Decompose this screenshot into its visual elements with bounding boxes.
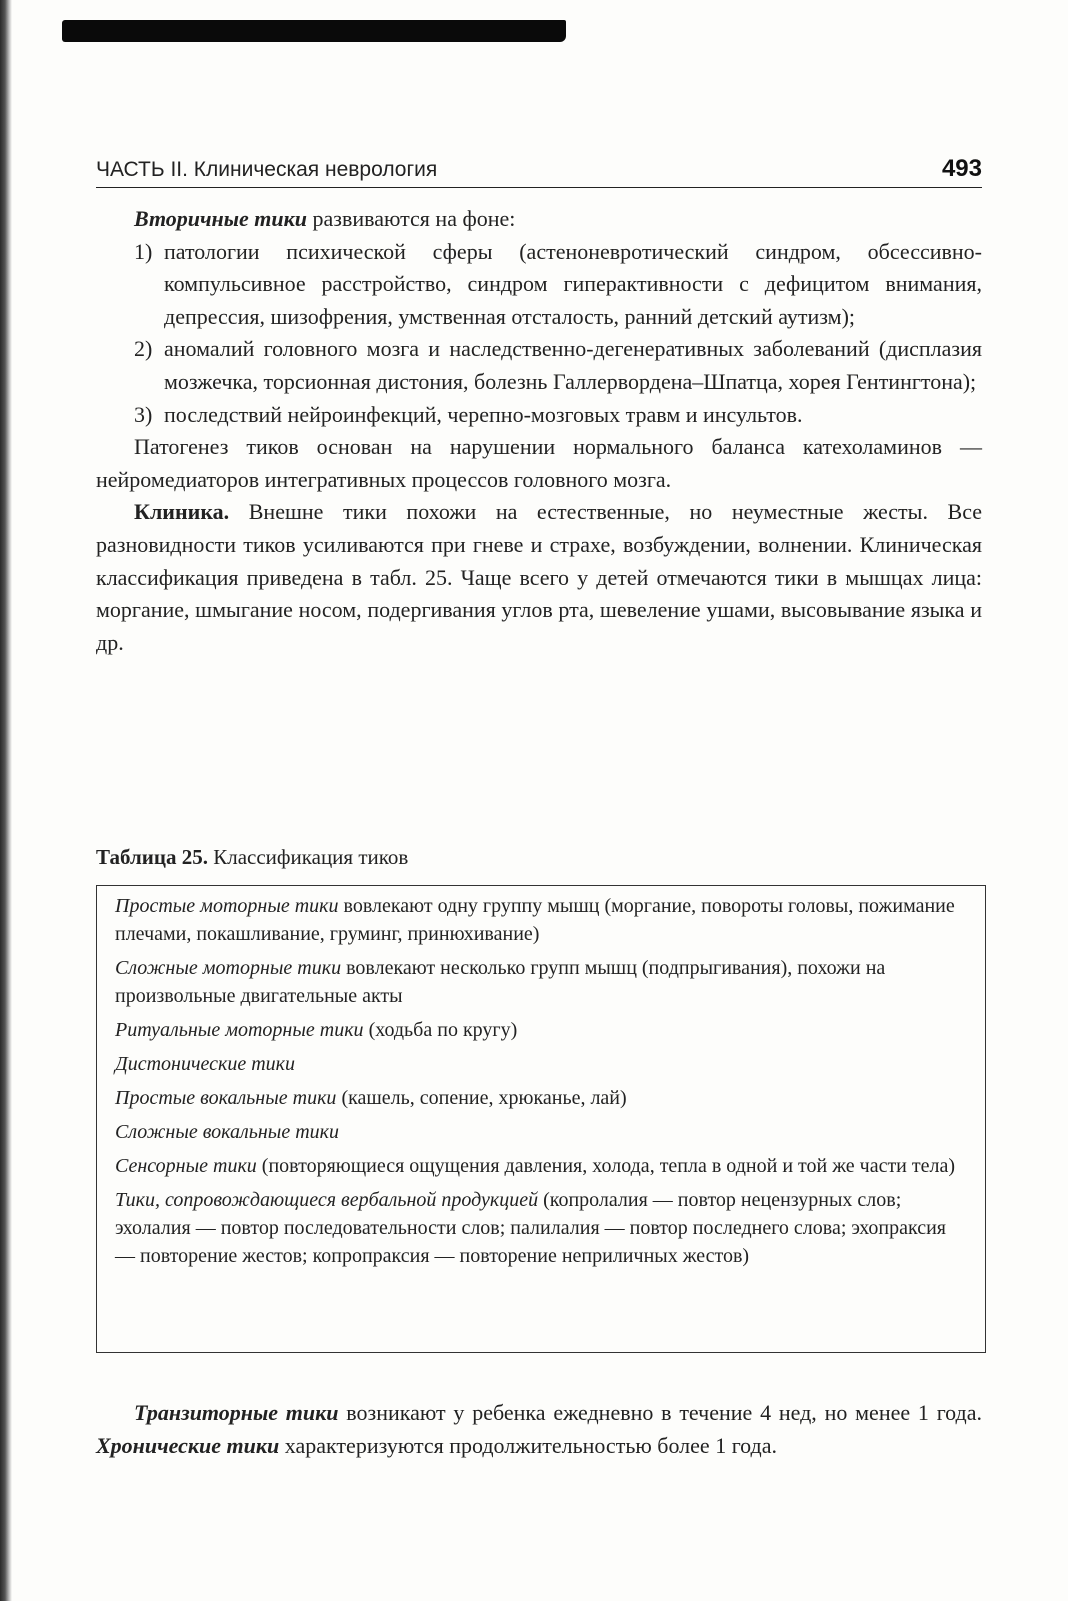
secondary-tics-intro <box>96 203 982 236</box>
intro-rest: развиваются на фоне: <box>307 206 516 231</box>
table-row <box>115 1050 967 1078</box>
list-text: последствий нейроинфекций, черепно-мозговых травм и инсультов. <box>164 401 803 427</box>
closing-paragraph <box>96 1397 982 1462</box>
row-term: Ритуальные моторные тики <box>115 1019 364 1041</box>
table-caption-text: Классификация тиков <box>207 845 409 869</box>
row-term: Сложные вокальные тики <box>115 1121 339 1143</box>
term-chronic-tics: Хронические тики <box>96 1432 280 1458</box>
table-row <box>115 1084 967 1112</box>
list-item <box>96 399 982 432</box>
closing-text-1: возникают у ребенка ежедневно в течение 4 нед, но менее 1 года. <box>338 1400 982 1425</box>
row-text: (ходьба по кругу) <box>363 1019 518 1041</box>
row-text: вовлекают несколько групп мышц (подпрыгивания), похожи на произвольные двигательные акты <box>115 957 886 1007</box>
table-row <box>115 1152 967 1180</box>
row-text: (кашель, сопение, хрюканье, лай) <box>336 1087 627 1109</box>
list-number: 2) <box>134 336 153 362</box>
pathogenesis-paragraph: Патогенез тиков основан на нарушении нормального баланса катехоламинов — нейромедиаторов интегративных процессов головного мозга. <box>96 434 982 492</box>
page-header <box>96 155 982 188</box>
term-clinic: Клиника. <box>134 499 230 525</box>
table-caption-label: Таблица 25. <box>96 845 208 869</box>
list-text: аномалий головного мозга и наследственно-дегенеративных заболеваний (дисплазия мозжечка, торсионная дистония, болезнь Галлервордена–Шпатца, хорея Гентингтона); <box>164 336 982 394</box>
running-title: ЧАСТЬ II. Клиническая неврология <box>96 158 438 181</box>
row-term: Сложные моторные тики <box>115 957 342 979</box>
row-term: Простые вокальные тики <box>115 1087 337 1109</box>
list-item <box>96 333 982 398</box>
clinic-paragraph <box>96 496 982 659</box>
term-secondary-tics: Вторичные тики <box>134 206 308 231</box>
row-term: Тики, сопровождающиеся вербальной продукцией <box>115 1189 539 1211</box>
list-text: патологии психической сферы (астеноневротический синдром, обсессивно-компульсивное расстройство, синдром гиперактивности с дефицитом внимания, депрессия, шизофрения, умственная отсталость, ранний детский аутизм); <box>164 238 982 329</box>
closing-text <box>96 1397 982 1462</box>
row-text: вовлекают одну группу мышц (моргание, повороты головы, пожимание плечами, покашливание, груминг, принюхивание) <box>115 895 955 945</box>
classification-table <box>96 885 986 1353</box>
table-row <box>115 954 967 1010</box>
table-caption <box>96 845 408 870</box>
redaction-bar <box>62 20 566 42</box>
table-row <box>115 1186 967 1270</box>
page-number: 493 <box>941 155 982 182</box>
table-row <box>115 1016 967 1044</box>
list-number: 3) <box>134 401 153 427</box>
row-term: Сенсорные тики <box>115 1155 257 1177</box>
main-text <box>96 203 982 659</box>
causes-list <box>96 236 982 432</box>
table-row <box>115 892 967 948</box>
row-text: (повторяющиеся ощущения давления, холода, тепла в одной и той же части тела) <box>256 1155 956 1177</box>
term-transient-tics: Транзиторные тики <box>134 1400 339 1425</box>
clinic-text: Внешне тики похожи на естественные, но неуместные жесты. Все разновидности тиков усиливаются при гневе и страхе, возбуждении, волнении. Клиническая классификация приведена в табл. 25. Чаще всего у детей отмечаются тики в мышцах лица: моргание, шмыгание носом, подергивания углов рта, шевеление ушами, высовывание языка и др. <box>96 499 982 655</box>
row-term: Дистонические тики <box>115 1053 296 1075</box>
book-spine-shadow <box>0 0 12 1601</box>
row-text: (копролалия — повтор нецензурных слов; эхолалия — повтор последовательности слов; палилалия — повтор последнего слова; эхопраксия — повторение жестов; копропраксия — повторение неприличных жестов) <box>115 1189 947 1267</box>
list-number: 1) <box>134 238 153 264</box>
row-term: Простые моторные тики <box>115 895 339 917</box>
closing-text-2: характеризуются продолжительностью более 1 года. <box>279 1432 777 1458</box>
list-item <box>96 236 982 334</box>
table-row <box>115 1118 967 1146</box>
